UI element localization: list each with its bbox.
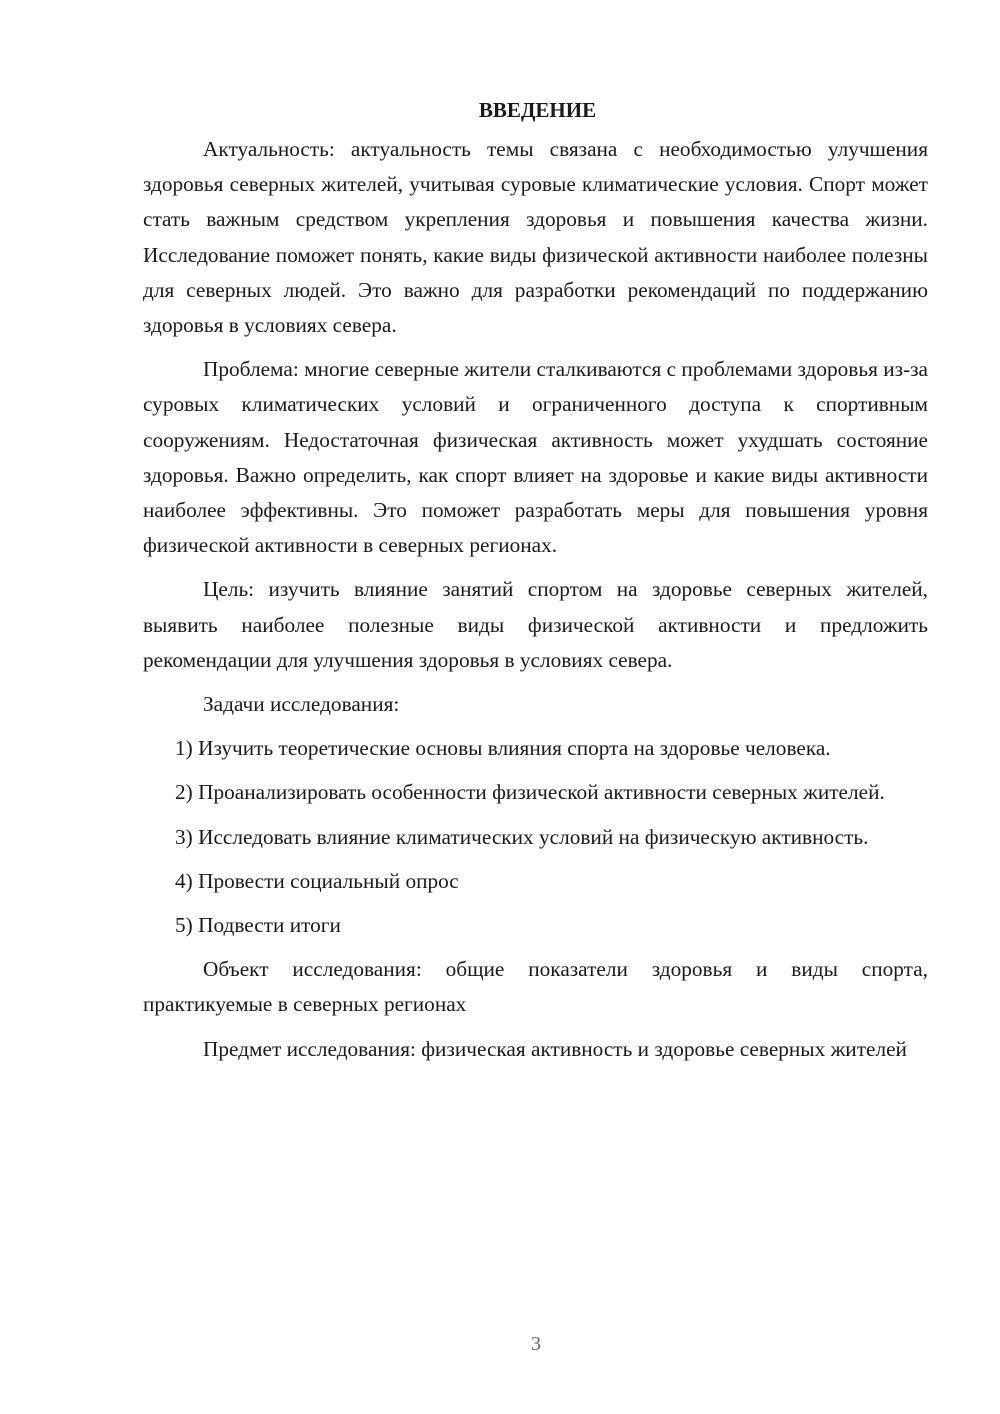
task-item: 2) Проанализировать особенности физической активности северных жителей.: [175, 780, 885, 805]
tasks-title: Задачи исследования:: [203, 692, 400, 717]
goal-paragraph: Цель: изучить влияние занятий спортом на здоровье северных жителей, выявить наиболее полезные виды физической активности и предложить рекомендации для улучшения здоровья в условиях севера.: [143, 577, 928, 672]
task-item: 1) Изучить теоретические основы влияния спорта на здоровье человека.: [175, 736, 831, 761]
object-paragraph: Объект исследования: общие показатели здоровья и виды спорта, практикуемые в северных регионах: [143, 957, 928, 1017]
document-page: [143, 92, 928, 1076]
task-item: 5) Подвести итоги: [175, 913, 341, 938]
relevance-paragraph: Актуальность: актуальность темы связана с необходимостью улучшения здоровья северных жителей, учитывая суровые климатические условия. Спорт может стать важным средством укрепления здоровья и повышения качества жизни. Исследование поможет понять, какие виды физической активности наиболее полезны для северных людей. Это важно для разработки рекомендаций по поддержанию здоровья в условиях севера.: [143, 137, 928, 338]
task-item: 4) Провести социальный опрос: [175, 868, 459, 893]
section-heading: ВВЕДЕНИЕ: [478, 98, 597, 122]
task-item: 3) Исследовать влияние климатических условий на физическую активность.: [175, 824, 869, 849]
subject-paragraph: Предмет исследования: физическая активность и здоровье северных жителей: [203, 1036, 907, 1061]
problem-paragraph: Проблема: многие северные жители сталкиваются с проблемами здоровья из-за суровых климатических условий и ограниченного доступа к спортивным сооружениям. Недостаточная физическая активность может ухудшать состояние здоровья. Важно определить, как спорт влияет на здоровье и какие виды активности наиболее эффективны. Это поможет разработать меры для повышения уровня физической активности в северных регионах.: [143, 357, 928, 558]
page-number: 3: [531, 1333, 541, 1355]
